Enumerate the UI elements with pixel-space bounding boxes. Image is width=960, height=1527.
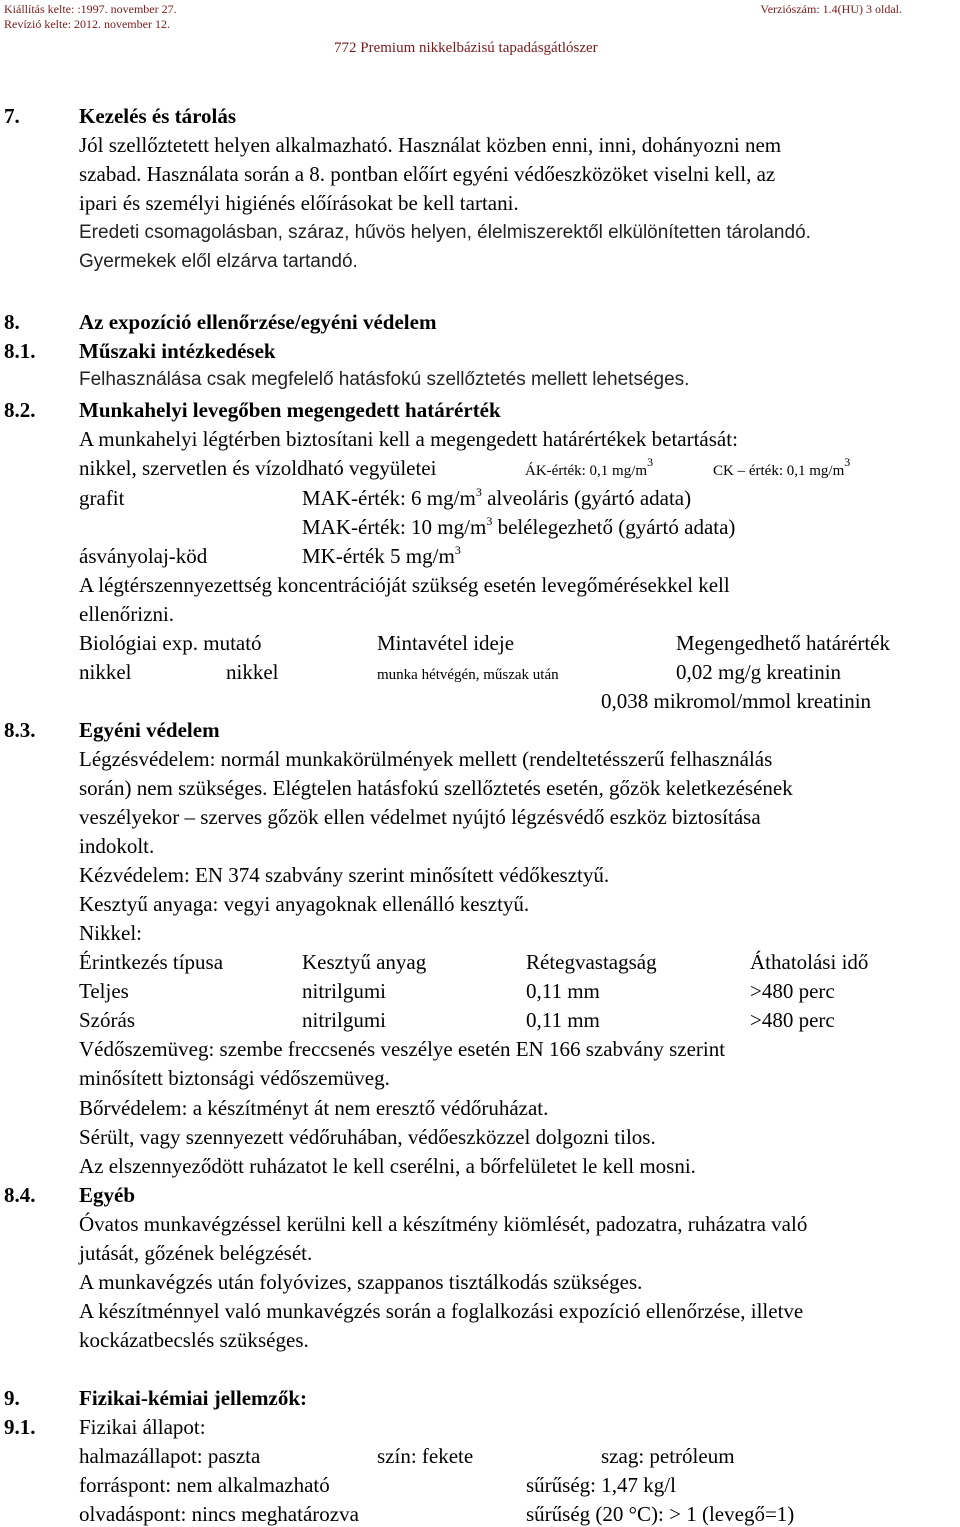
glove-cell: >480 perc	[750, 979, 835, 1003]
section-7-number: 7.	[4, 104, 20, 128]
section-7-line: Eredeti csomagolásban, száraz, hűvös helyen, élelmiszerektől elkülönítetten tárolandó.	[79, 222, 811, 243]
monitoring-text: A légtérszennyezettség koncentrációját szükség esetén levegőmérésekkel kell	[79, 573, 730, 597]
nickel-compounds-label: nikkel, szervetlen és vízoldható vegyületei	[79, 456, 437, 480]
product-name: 772 Premium nikkelbázisú tapadásgátlószer	[334, 40, 598, 56]
nickel-ak-value: ÁK-érték: 0,1 $mg/m^3$	[525, 455, 654, 479]
eye-protection: minősített biztonsági védőszemüveg.	[79, 1066, 390, 1090]
glove-cell: nitrilgumi	[302, 979, 386, 1003]
respiratory-text: Légzésvédelem: normál munkakörülmények mellett (rendeltetésszerű felhasználás	[79, 747, 773, 771]
glove-cell: >480 perc	[750, 1008, 835, 1032]
version-number: Verziószám: 1.4(HU) 3 oldal.	[760, 2, 902, 16]
section-7-title: Kezelés és tárolás	[79, 104, 237, 128]
glove-header: Rétegvastagság	[526, 950, 657, 974]
oil-mist-label: ásványolaj-köd	[79, 544, 208, 568]
glove-cell: nitrilgumi	[302, 1008, 386, 1032]
section-8-number: 8.	[4, 310, 20, 334]
section-7-line: Jól szellőztetett helyen alkalmazható. Használat közben enni, inni, dohányozni nem	[79, 133, 782, 157]
respiratory-text: során) nem szükséges. Elégtelen hatásfokú szellőztetés esetén, gőzök keletkezésének	[79, 776, 793, 800]
monitoring-text: ellenőrizni.	[79, 602, 175, 626]
other-text: kockázatbecslés szükséges.	[79, 1328, 309, 1352]
glove-cell: 0,11 mm	[526, 979, 600, 1003]
glove-cell: Szórás	[79, 1008, 135, 1032]
property-state: halmazállapot: paszta	[79, 1444, 261, 1468]
glove-cell: Teljes	[79, 979, 129, 1003]
section-9-number: 9.	[4, 1386, 20, 1410]
bio-cell: 0,02 mg/g kreatinin	[676, 660, 842, 684]
other-text: A készítménnyel való munkavégzés során a foglalkozási expozíció ellenőrzése, illetve	[79, 1299, 804, 1323]
hand-protection: Kézvédelem: EN 374 szabvány szerint minősített védőkesztyű.	[79, 863, 610, 887]
property-color: szín: fekete	[377, 1444, 474, 1468]
limit-intro: A munkahelyi légtérben biztosítani kell a megengedett határértékek betartását:	[79, 427, 738, 451]
property-boiling-point: forráspont: nem alkalmazható	[79, 1473, 330, 1497]
respiratory-text: veszélyekor – szerves gőzök ellen védelmet nyújtó légzésvédő eszköz biztosítása	[79, 805, 761, 829]
graphite-mak-alveolar: MAK-érték: 6 $mg/m^3$ alveoláris (gyártó adata)	[302, 485, 692, 510]
property-vapor-density: sűrűség (20 °C): > 1 (levegő=1)	[526, 1502, 795, 1526]
section-8-1-text: Felhasználása csak megfelelő hatásfokú szellőztetés mellett lehetséges.	[79, 369, 690, 390]
other-text: A munkavégzés után folyóvizes, szappanos tisztálkodás szükséges.	[79, 1270, 643, 1294]
section-7-line: ipari és személyi higiénés előírásokat be kell tartani.	[79, 191, 519, 215]
bio-cell: 0,038 mikromol/mmol kreatinin	[601, 689, 872, 713]
eye-protection: Védőszemüveg: szembe freccsenés veszélye esetén EN 166 szabvány szerint	[79, 1037, 726, 1061]
section-7-line: szabad. Használata során a 8. pontban előírt egyéni védőeszközöket viselni kell, az	[79, 162, 776, 186]
section-8-title: Az expozíció ellenőrzése/egyéni védelem	[79, 310, 437, 334]
section-9-title: Fizikai-kémiai jellemzők:	[79, 1386, 308, 1410]
graphite-mak-inhalable: MAK-érték: 10 $mg/m^3$ belélegezhető (gyártó adata)	[302, 514, 736, 539]
property-odor: szag: petróleum	[601, 1444, 735, 1468]
nickel-ck-value: CK – érték: 0,1 $mg/m^3$	[713, 455, 851, 479]
bio-cell: nikkel	[79, 660, 132, 684]
other-text: Óvatos munkavégzéssel kerülni kell a készítmény kiömlését, padozatra, ruházatra való	[79, 1212, 808, 1236]
property-density: sűrűség: 1,47 kg/l	[526, 1473, 676, 1497]
glove-header: Áthatolási idő	[750, 950, 869, 974]
skin-protection: Sérült, vagy szennyezett védőruhában, védőeszközzel dolgozni tilos.	[79, 1125, 656, 1149]
bio-header-limit: Megengedhető határérték	[676, 631, 890, 655]
respiratory-text: indokolt.	[79, 834, 155, 858]
bio-cell: nikkel	[226, 660, 279, 684]
oil-mist-mk: MK-érték 5 $mg/m^3$	[302, 543, 461, 568]
skin-protection: Bőrvédelem: a készítményt át nem eresztő védőruházat.	[79, 1096, 549, 1120]
property-melting-point: olvadáspont: nincs meghatározva	[79, 1502, 359, 1526]
section-8-4-number: 8.4.	[4, 1183, 36, 1207]
section-8-1-title: Műszaki intézkedések	[79, 339, 276, 363]
bio-cell: munka hétvégén, műszak után	[377, 667, 559, 683]
section-8-2-number: 8.2.	[4, 398, 36, 422]
section-8-4-title: Egyéb	[79, 1183, 136, 1207]
skin-protection: Az elszennyeződött ruházatot le kell cserélni, a bőrfelületet le kell mosni.	[79, 1154, 696, 1178]
glove-cell: 0,11 mm	[526, 1008, 600, 1032]
revision-date: Revízió kelte: 2012. november 12.	[4, 17, 170, 31]
section-9-1-number: 9.1.	[4, 1415, 36, 1439]
nickel-label: Nikkel:	[79, 921, 142, 945]
glove-header: Érintkezés típusa	[79, 950, 224, 974]
glove-header: Kesztyű anyag	[302, 950, 427, 974]
bio-header-sampling: Mintavétel ideje	[377, 631, 515, 655]
bio-header-indicator: Biológiai exp. mutató	[79, 631, 262, 655]
glove-material: Kesztyű anyaga: vegyi anyagoknak ellenálló kesztyű.	[79, 892, 530, 916]
section-7-line: Gyermekek elől elzárva tartandó.	[79, 251, 358, 272]
section-9-1-title: Fizikai állapot:	[79, 1415, 206, 1439]
section-8-2-title: Munkahelyi levegőben megengedett határérték	[79, 398, 501, 422]
section-8-1-number: 8.1.	[4, 339, 36, 363]
other-text: jutását, gőzének belégzését.	[79, 1241, 313, 1265]
section-8-3-number: 8.3.	[4, 718, 36, 742]
issue-date: Kiállítás kelte: :1997. november 27.	[4, 2, 177, 16]
section-8-3-title: Egyéni védelem	[79, 718, 220, 742]
graphite-label: grafit	[79, 486, 125, 510]
